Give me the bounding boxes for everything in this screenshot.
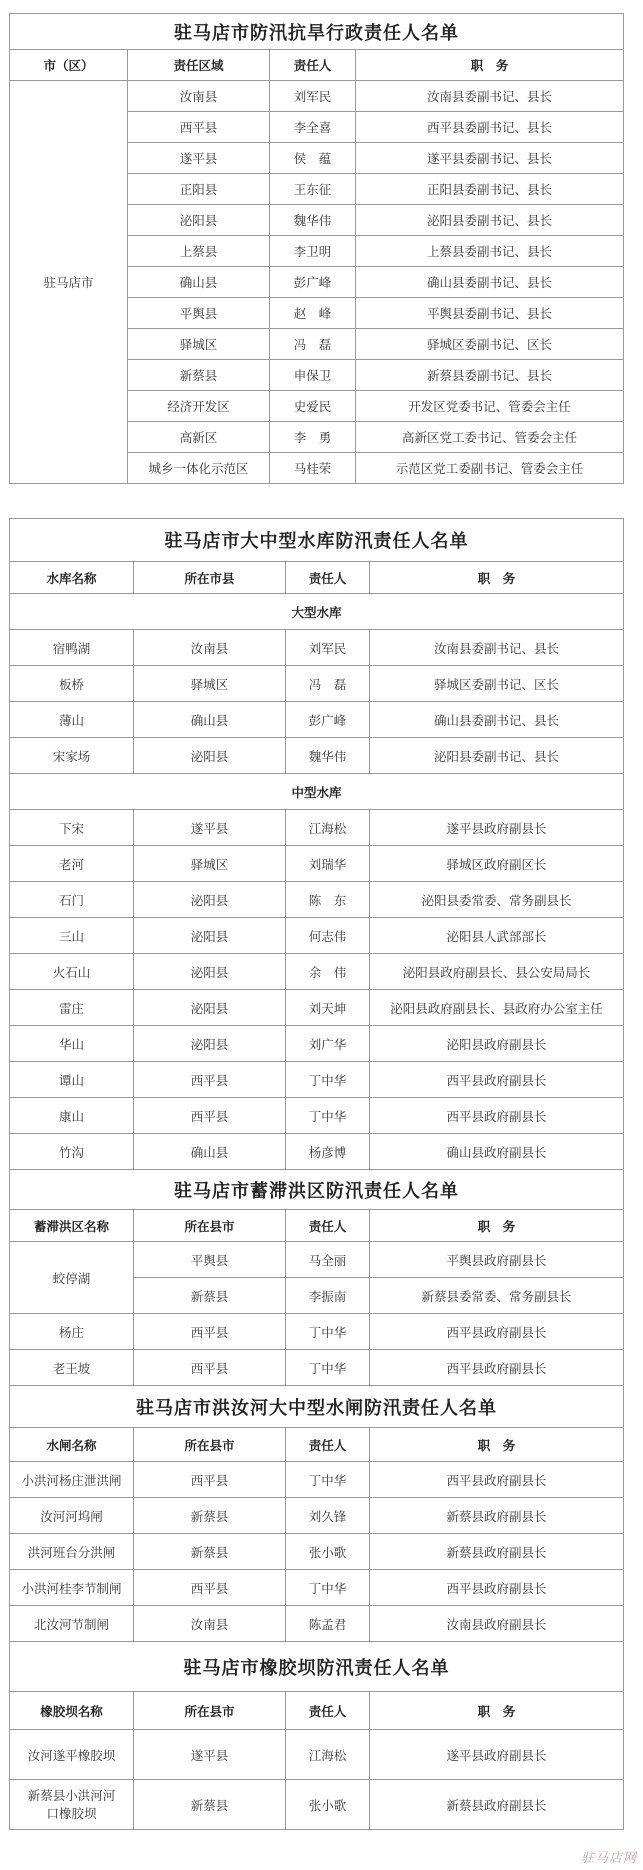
column-header: 所在县市	[134, 1428, 286, 1462]
position-cell: 汝南县委副书记、县长	[356, 81, 624, 112]
name-cell: 板桥	[10, 666, 134, 702]
county-cell: 泌阳县	[134, 990, 286, 1026]
position-cell: 新蔡县委副书记、县长	[356, 360, 624, 391]
name-cell: 薄山	[10, 702, 134, 738]
position-cell: 正阳县委副书记、县长	[356, 174, 624, 205]
person-cell: 陈孟君	[286, 1606, 370, 1642]
table-row	[10, 1026, 624, 1062]
position-cell: 确山县委副书记、县长	[370, 702, 624, 738]
region-cell: 泌阳县	[128, 205, 270, 236]
person-cell: 陈 东	[286, 882, 370, 918]
person-cell: 丁中华	[286, 1062, 370, 1098]
position-cell: 驿城区政府副区长	[370, 846, 624, 882]
county-cell: 西平县	[134, 1098, 286, 1134]
region-cell: 高新区	[128, 422, 270, 453]
column-header: 市（区）	[10, 50, 128, 81]
column-header: 水库名称	[10, 562, 134, 594]
name-cell: 火石山	[10, 954, 134, 990]
name-cell: 老河	[10, 846, 134, 882]
region-cell: 遂平县	[128, 143, 270, 174]
site-watermark: 驻马店网	[580, 1851, 637, 1866]
table-row	[10, 810, 624, 846]
column-header: 橡胶坝名称	[10, 1692, 134, 1730]
position-cell: 新蔡县政府副县长	[370, 1780, 624, 1830]
person-cell: 魏华伟	[286, 738, 370, 774]
column-header: 水闸名称	[10, 1428, 134, 1462]
county-cell: 新蔡县	[134, 1278, 286, 1314]
position-cell: 开发区党委书记、管委会主任	[356, 391, 624, 422]
person-cell: 冯 磊	[286, 666, 370, 702]
table-row	[10, 630, 624, 666]
column-header: 责任区域	[128, 50, 270, 81]
name-cell: 谭山	[10, 1062, 134, 1098]
county-cell: 泌阳县	[134, 918, 286, 954]
position-cell: 平舆县政府副县长	[370, 1242, 624, 1278]
table-row	[10, 666, 624, 702]
person-cell: 何志伟	[286, 918, 370, 954]
person-cell: 刘军民	[286, 630, 370, 666]
position-cell: 西平县政府副县长	[370, 1062, 624, 1098]
table-row	[10, 738, 624, 774]
person-cell: 刘军民	[270, 81, 356, 112]
person-cell: 李振南	[286, 1278, 370, 1314]
county-cell: 泌阳县	[134, 954, 286, 990]
position-cell: 汝南县委副书记、县长	[370, 630, 624, 666]
person-cell: 彭广峰	[270, 267, 356, 298]
person-cell: 刘天坤	[286, 990, 370, 1026]
person-cell: 江海松	[286, 810, 370, 846]
person-cell: 赵 峰	[270, 298, 356, 329]
table-row	[10, 1242, 624, 1278]
name-cell: 华山	[10, 1026, 134, 1062]
table-title: 驻马店市防汛抗旱行政责任人名单	[10, 14, 624, 50]
region-cell: 西平县	[128, 112, 270, 143]
person-cell: 刘久锋	[286, 1498, 370, 1534]
table-row	[10, 1730, 624, 1780]
county-cell: 泌阳县	[134, 882, 286, 918]
position-cell: 新蔡县政府副县长	[370, 1498, 624, 1534]
table-title: 驻马店市蓄滞洪区防汛责任人名单	[10, 1170, 624, 1210]
county-cell: 西平县	[134, 1350, 286, 1386]
column-header: 责任人	[270, 50, 356, 81]
person-cell: 丁中华	[286, 1350, 370, 1386]
section-label-medium: 中型水库	[10, 774, 624, 810]
position-cell: 泌阳县政府副县长、县政府办公室主任	[370, 990, 624, 1026]
table-row	[10, 1062, 624, 1098]
column-header: 责任人	[286, 1210, 370, 1242]
position-cell: 驿城区委副书记、区长	[370, 666, 624, 702]
position-cell: 平舆县委副书记、县长	[356, 298, 624, 329]
county-cell: 西平县	[134, 1462, 286, 1498]
person-cell: 李 勇	[270, 422, 356, 453]
position-cell: 西平县政府副县长	[370, 1570, 624, 1606]
person-cell: 侯 蕴	[270, 143, 356, 174]
person-cell: 江海松	[286, 1730, 370, 1780]
person-cell: 马桂荣	[270, 453, 356, 484]
column-header: 所在县市	[134, 1210, 286, 1242]
position-cell: 新蔡县政府副县长	[370, 1534, 624, 1570]
position-cell: 确山县委副书记、县长	[356, 267, 624, 298]
county-cell: 新蔡县	[134, 1498, 286, 1534]
position-cell: 泌阳县委副书记、县长	[370, 738, 624, 774]
person-cell: 马全丽	[286, 1242, 370, 1278]
county-cell: 驿城区	[134, 846, 286, 882]
person-cell: 李全喜	[270, 112, 356, 143]
county-cell: 确山县	[134, 1134, 286, 1170]
name-cell: 汝河遂平橡胶坝	[10, 1730, 134, 1780]
person-cell: 史爱民	[270, 391, 356, 422]
column-header: 所在县市	[134, 1692, 286, 1730]
person-cell: 丁中华	[286, 1570, 370, 1606]
name-cell: 雷庄	[10, 990, 134, 1026]
table-row	[10, 1134, 624, 1170]
position-cell: 遂平县政府副县长	[370, 810, 624, 846]
name-cell: 小洪河杨庄泄洪闸	[10, 1462, 134, 1498]
table-row	[10, 1462, 624, 1498]
person-cell: 张小歌	[286, 1780, 370, 1830]
county-cell: 遂平县	[134, 810, 286, 846]
column-header: 蓄滞洪区名称	[10, 1210, 134, 1242]
region-cell: 上蔡县	[128, 236, 270, 267]
position-cell: 驿城区委副书记、区长	[356, 329, 624, 360]
table-row	[10, 1606, 624, 1642]
table-row	[10, 1534, 624, 1570]
person-cell: 张小歌	[286, 1534, 370, 1570]
region-cell: 平舆县	[128, 298, 270, 329]
name-cell: 三山	[10, 918, 134, 954]
section-label-large: 大型水库	[10, 594, 624, 630]
position-cell: 遂平县委副书记、县长	[356, 143, 624, 174]
person-cell: 丁中华	[286, 1098, 370, 1134]
table-title: 驻马店市大中型水库防汛责任人名单	[10, 519, 624, 562]
table-row	[10, 1570, 624, 1606]
region-cell: 确山县	[128, 267, 270, 298]
table-row	[10, 1350, 624, 1386]
region-cell: 经济开发区	[128, 391, 270, 422]
table-row	[10, 1098, 624, 1134]
county-cell: 西平县	[134, 1570, 286, 1606]
name-cell: 新蔡县小洪河河口橡胶坝	[10, 1780, 134, 1830]
person-cell: 魏华伟	[270, 205, 356, 236]
name-cell: 竹沟	[10, 1134, 134, 1170]
position-cell: 西平县政府副县长	[370, 1462, 624, 1498]
table-row	[10, 990, 624, 1026]
person-cell: 彭广峰	[286, 702, 370, 738]
county-cell: 遂平县	[134, 1730, 286, 1780]
region-cell: 城乡一体化示范区	[128, 453, 270, 484]
position-cell: 泌阳县政府副县长、县公安局局长	[370, 954, 624, 990]
county-cell: 西平县	[134, 1062, 286, 1098]
table-row	[10, 702, 624, 738]
column-header: 责任人	[286, 562, 370, 594]
city-cell: 驻马店市	[10, 81, 128, 484]
position-cell: 汝南县政府副县长	[370, 1606, 624, 1642]
county-cell: 新蔡县	[134, 1534, 286, 1570]
position-cell: 示范区党工委副书记、管委会主任	[356, 453, 624, 484]
table-row	[10, 846, 624, 882]
table-title: 驻马店市洪汝河大中型水闸防汛责任人名单	[10, 1386, 624, 1428]
position-cell: 泌阳县委副书记、县长	[356, 205, 624, 236]
position-cell: 西平县委副书记、县长	[356, 112, 624, 143]
region-cell: 驿城区	[128, 329, 270, 360]
person-cell: 杨彦博	[286, 1134, 370, 1170]
name-cell: 康山	[10, 1098, 134, 1134]
person-cell: 刘瑞华	[286, 846, 370, 882]
table-row	[10, 1314, 624, 1350]
table-reservoirs	[9, 518, 624, 1830]
table-row	[10, 882, 624, 918]
position-cell: 泌阳县人武部部长	[370, 918, 624, 954]
name-cell: 老王坡	[10, 1350, 134, 1386]
person-cell: 申保卫	[270, 360, 356, 391]
person-cell: 冯 磊	[270, 329, 356, 360]
name-cell: 宋家场	[10, 738, 134, 774]
county-cell: 汝南县	[134, 630, 286, 666]
county-cell: 确山县	[134, 702, 286, 738]
county-cell: 汝南县	[134, 1606, 286, 1642]
name-cell: 北汝河节制闸	[10, 1606, 134, 1642]
name-cell: 蛟停湖	[10, 1242, 134, 1314]
person-cell: 丁中华	[286, 1314, 370, 1350]
region-cell: 新蔡县	[128, 360, 270, 391]
table-title: 驻马店市橡胶坝防汛责任人名单	[10, 1642, 624, 1692]
position-cell: 上蔡县委副书记、县长	[356, 236, 624, 267]
column-header: 职 务	[370, 1210, 624, 1242]
name-cell: 杨庄	[10, 1314, 134, 1350]
table-row	[10, 918, 624, 954]
column-header: 职 务	[370, 562, 624, 594]
position-cell: 高新区党工委书记、管委会主任	[356, 422, 624, 453]
position-cell: 泌阳县政府副县长	[370, 1026, 624, 1062]
table-row	[10, 1498, 624, 1534]
name-cell: 宿鸭湖	[10, 630, 134, 666]
table-row	[10, 954, 624, 990]
person-cell: 丁中华	[286, 1462, 370, 1498]
region-cell: 正阳县	[128, 174, 270, 205]
person-cell: 李卫明	[270, 236, 356, 267]
position-cell: 确山县政府副县长	[370, 1134, 624, 1170]
position-cell: 西平县政府副县长	[370, 1314, 624, 1350]
name-cell: 洪河班台分洪闸	[10, 1534, 134, 1570]
table-flood-admin	[9, 13, 624, 484]
column-header: 所在市县	[134, 562, 286, 594]
column-header: 责任人	[286, 1692, 370, 1730]
table-row	[10, 1780, 624, 1830]
county-cell: 泌阳县	[134, 1026, 286, 1062]
column-header: 职 务	[370, 1428, 624, 1462]
position-cell: 遂平县政府副县长	[370, 1730, 624, 1780]
position-cell: 泌阳县委常委、常务副县长	[370, 882, 624, 918]
name-cell: 下宋	[10, 810, 134, 846]
name-cell: 汝河河坞闸	[10, 1498, 134, 1534]
position-cell: 西平县政府副县长	[370, 1098, 624, 1134]
person-cell: 刘广华	[286, 1026, 370, 1062]
name-cell: 石门	[10, 882, 134, 918]
county-cell: 泌阳县	[134, 738, 286, 774]
county-cell: 驿城区	[134, 666, 286, 702]
column-header: 职 务	[370, 1692, 624, 1730]
column-header: 责任人	[286, 1428, 370, 1462]
region-cell: 汝南县	[128, 81, 270, 112]
county-cell: 新蔡县	[134, 1780, 286, 1830]
name-cell: 小洪河桂李节制闸	[10, 1570, 134, 1606]
person-cell: 王东征	[270, 174, 356, 205]
position-cell: 西平县政府副县长	[370, 1350, 624, 1386]
position-cell: 新蔡县委常委、常务副县长	[370, 1278, 624, 1314]
county-cell: 西平县	[134, 1314, 286, 1350]
column-header: 职 务	[356, 50, 624, 81]
county-cell: 平舆县	[134, 1242, 286, 1278]
person-cell: 余 伟	[286, 954, 370, 990]
